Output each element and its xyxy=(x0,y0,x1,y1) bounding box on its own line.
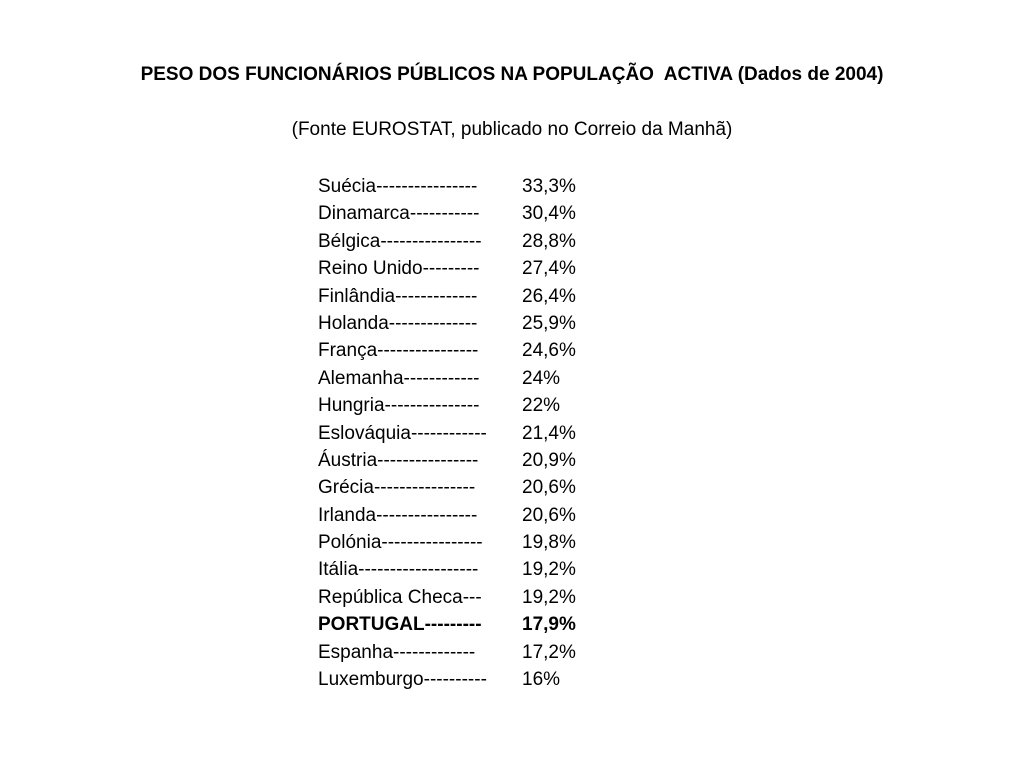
list-item xyxy=(318,200,638,227)
percentage-value: 19,8% xyxy=(522,532,576,554)
list-item xyxy=(318,474,638,501)
percentage-value: 24% xyxy=(522,367,561,389)
percentage-value: 19,2% xyxy=(522,559,576,581)
country-label: França---------------- xyxy=(318,340,479,362)
country-label: Suécia---------------- xyxy=(318,176,478,197)
country-label: Finlândia------------- xyxy=(318,285,478,307)
country-label: PORTUGAL--------- xyxy=(318,614,482,636)
percentage-value: 20,9% xyxy=(522,449,576,471)
country-list xyxy=(318,173,638,693)
percentage-value: 25,9% xyxy=(522,312,576,334)
country-label: Bélgica---------------- xyxy=(318,230,482,252)
list-item xyxy=(318,420,638,447)
list-item-highlight xyxy=(318,611,638,638)
source-note: (Fonte EUROSTAT, publicado no Correio da Manhã) xyxy=(291,119,733,140)
percentage-value: 19,2% xyxy=(522,586,576,608)
country-label: Luxemburgo---------- xyxy=(318,669,487,691)
list-item xyxy=(318,337,638,364)
percentage-value: 24,6% xyxy=(522,340,576,362)
percentage-value: 30,4% xyxy=(522,203,576,225)
list-item xyxy=(318,556,638,583)
list-item xyxy=(318,310,638,337)
percentage-value: 22% xyxy=(522,395,561,417)
list-item xyxy=(318,392,638,419)
country-label: Reino Unido--------- xyxy=(318,258,480,280)
percentage-value: 16% xyxy=(522,669,561,691)
country-label: Espanha------------- xyxy=(318,641,476,663)
percentage-value: 27,4% xyxy=(522,258,576,280)
country-label: Grécia---------------- xyxy=(318,477,476,499)
list-item xyxy=(318,283,638,310)
percentage-value: 20,6% xyxy=(522,504,576,526)
list-item xyxy=(318,584,638,611)
country-label: Polónia---------------- xyxy=(318,532,483,554)
list-item xyxy=(318,447,638,474)
list-item xyxy=(318,502,638,529)
list-item xyxy=(318,228,638,255)
percentage-value: 28,8% xyxy=(522,230,576,252)
list-item xyxy=(318,529,638,556)
country-label: Alemanha------------ xyxy=(318,367,480,389)
percentage-value: 17,9% xyxy=(522,614,576,636)
list-item xyxy=(318,639,638,666)
country-label: Itália------------------- xyxy=(318,559,479,581)
country-label: Irlanda---------------- xyxy=(318,504,478,526)
country-label: República Checa--- xyxy=(318,586,482,608)
percentage-value: 26,4% xyxy=(522,285,576,307)
percentage-value: 33,3% xyxy=(522,176,576,197)
country-label: Dinamarca----------- xyxy=(318,203,480,225)
percentage-value: 17,2% xyxy=(522,641,576,663)
country-label: Eslováquia------------ xyxy=(318,422,487,444)
country-label: Holanda-------------- xyxy=(318,312,478,334)
page-title: PESO DOS FUNCIONÁRIOS PÚBLICOS NA POPULAÇÃO ACTIVA (Dados de 2004) xyxy=(140,64,884,85)
list-item xyxy=(318,255,638,282)
country-label: Áustria---------------- xyxy=(318,449,479,471)
list-item xyxy=(318,365,638,392)
percentage-value: 20,6% xyxy=(522,477,576,499)
list-item xyxy=(318,666,638,693)
country-label: Hungria--------------- xyxy=(318,395,480,417)
list-item xyxy=(318,173,638,200)
percentage-value: 21,4% xyxy=(522,422,576,444)
